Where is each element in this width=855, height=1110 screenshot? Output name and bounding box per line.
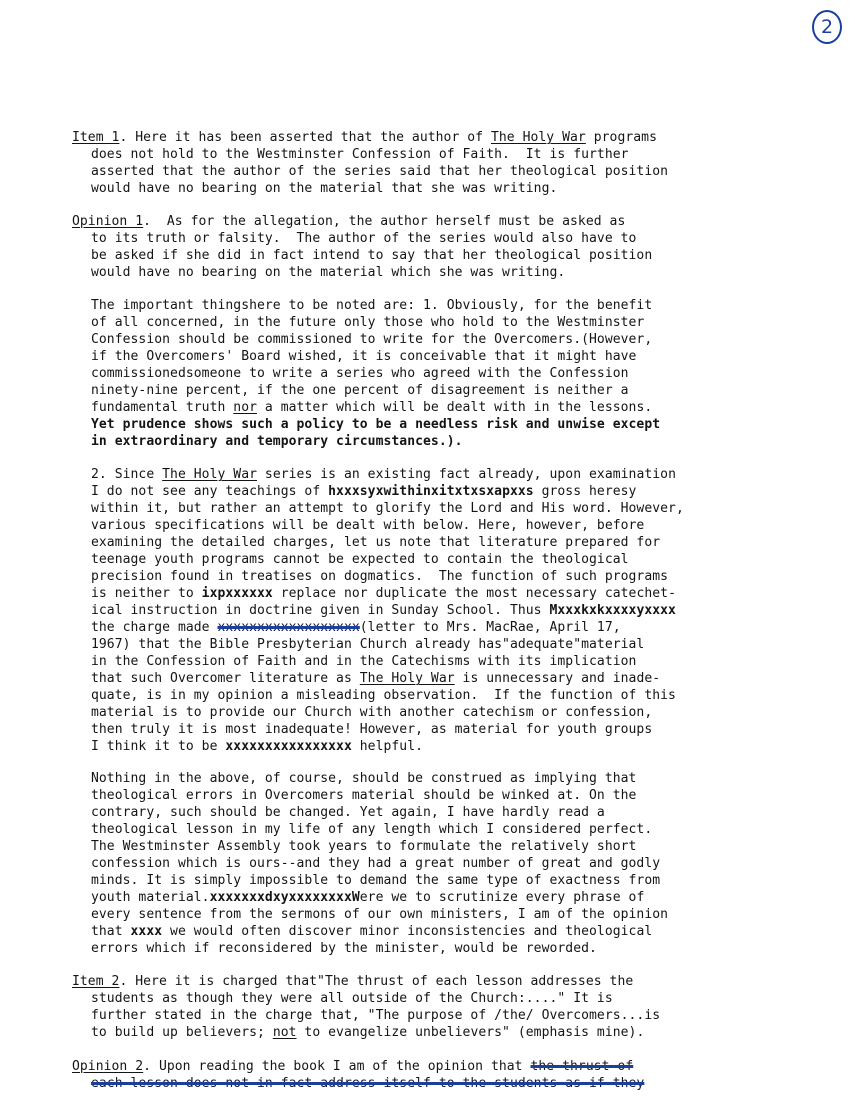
opinion1-line-4: would have no bearing on the material which she was writing.: [91, 265, 566, 280]
text: is unnecessary and inade-: [454, 671, 661, 686]
nothing-line-6: confession which is ours--and they had a great number of great and godly: [91, 856, 661, 871]
struck-text: Mxxxkxkxxxxyxxxx: [549, 603, 676, 618]
text: . Upon reading the book I am of the opinion that: [143, 1059, 531, 1074]
struck-text: xxxxxxxxxxxxxxxx: [225, 739, 352, 754]
since-line-10: [91, 619, 621, 636]
text: ere we to scrutinize every phrase of: [359, 890, 645, 905]
text: helpful.: [351, 739, 424, 754]
struck-text: the thrust of: [530, 1059, 634, 1074]
nothing-line-3: contrary, such should be changed. Yet again, I have hardly read a: [91, 805, 605, 820]
book-title: The Holy War: [490, 130, 586, 145]
struck-text: xxxx: [130, 924, 163, 939]
since-line-12: in the Confession of Faith and in the Catechisms with its implication: [91, 654, 637, 669]
text: that: [91, 924, 131, 939]
since-line-2: [91, 483, 636, 500]
since-line-8: [91, 585, 676, 602]
since-line-15: material is to provide our Church with another catechism or confession,: [91, 705, 653, 720]
since-line-7: precision found in treatises on dogmatics. The function of such programs: [91, 569, 669, 584]
text: series is an existing fact already, upon examination: [257, 467, 676, 482]
opinion1-line-2: to its truth or falsity. The author of the series would also have to: [91, 231, 637, 246]
opinion1-line-3: be asked if she did in fact intend to say that her theological position: [91, 248, 653, 263]
opinion2-line-1: [72, 1058, 633, 1075]
struck-text: ixpxxxxxx: [201, 586, 273, 601]
nothing-line-5: The Westminster Assembly took years to formulate the relatively short: [91, 839, 637, 854]
struck-text: xxxxxxxxxxxxxxxxxx: [217, 620, 360, 635]
item1-line-1: [72, 129, 657, 146]
text: a matter which will be dealt with in the lessons.: [257, 400, 653, 415]
book-title: The Holy War: [162, 467, 258, 482]
since-line-16: then truly it is most inadequate! However, as material for youth groups: [91, 722, 653, 737]
since-line-14: quate, is in my opinion a misleading observation. If the function of this: [91, 688, 676, 703]
text: 2. Since: [91, 467, 163, 482]
text: we would often discover minor inconsistencies and theological: [162, 924, 653, 939]
text: is neither to: [91, 586, 202, 601]
item2-line-4: [91, 1024, 644, 1041]
opinion2-label: Opinion 2: [72, 1059, 144, 1074]
nothing-line-2: theological errors in Overcomers material should be winked at. On the: [91, 788, 637, 803]
text: . As for the allegation, the author herself must be asked as: [143, 214, 626, 229]
text: programs: [585, 130, 657, 145]
nothing-line-7: minds. It is simply impossible to demand the same type of exactness from: [91, 873, 661, 888]
item1-label: Item 1: [72, 130, 120, 145]
text: the charge made: [91, 620, 218, 635]
important-line-6: ninety-nine percent, if the one percent of disagreement is neither a: [91, 383, 629, 398]
item2-line-1: [72, 973, 633, 990]
page-number: 2: [812, 10, 842, 44]
text: replace nor duplicate the most necessary catechet-: [272, 586, 676, 601]
text: (letter to Mrs. MacRae, April 17,: [359, 620, 621, 635]
text: that such Overcomer literature as: [91, 671, 360, 686]
important-line-4: if the Overcomers' Board wished, it is conceivable that it might have: [91, 349, 637, 364]
important-line-9: in extraordinary and temporary circumstances.).: [91, 434, 463, 449]
nothing-line-10: [91, 923, 652, 940]
nothing-line-4: theological lesson in my life of any length which I considered perfect.: [91, 822, 653, 837]
text: ical instruction in doctrine given in Sunday School. Thus: [91, 603, 550, 618]
text: I do not see any teachings of: [91, 484, 329, 499]
important-line-8: Yet prudence shows such a policy to be a needless risk and unwise except: [91, 417, 661, 432]
opinion1-line-1: [72, 213, 625, 230]
since-line-3: within it, but rather an attempt to glorify the Lord and His word. However,: [91, 501, 684, 516]
important-line-1: The important thingshere to be noted are: 1. Obviously, for the benefit: [91, 298, 653, 313]
item1-line-4: would have no bearing on the material that she was writing.: [91, 181, 558, 196]
important-line-3: Confession should be commissioned to write for the Overcomers.(However,: [91, 332, 653, 347]
item1-line-3: asserted that the author of the series said that her theological position: [91, 164, 669, 179]
emphasis-nor: nor: [233, 400, 258, 415]
item2-line-2: students as though they were all outside of the Church:...." It is: [91, 991, 613, 1006]
text: youth material.: [91, 890, 210, 905]
item2-label: Item 2: [72, 974, 120, 989]
since-line-9: [91, 602, 676, 619]
text: to evangelize unbelievers" (emphasis mine).: [296, 1025, 645, 1040]
book-title: The Holy War: [359, 671, 455, 686]
important-line-5: commissionedsomeone to write a series who agreed with the Confession: [91, 366, 629, 381]
important-line-2: of all concerned, in the future only those who hold to the Westminster: [91, 315, 645, 330]
nothing-line-8: [91, 889, 644, 906]
important-line-7: [91, 399, 652, 416]
struck-text: xxxxxxxdxyxxxxxxxxW: [209, 890, 360, 905]
text: gross heresy: [533, 484, 637, 499]
emphasis-not: not: [272, 1025, 297, 1040]
since-line-17: [91, 738, 423, 755]
text: to build up believers;: [91, 1025, 273, 1040]
since-line-6: teenage youth programs cannot be expected to contain the theological: [91, 552, 629, 567]
nothing-line-1: Nothing in the above, of course, should be construed as implying that: [91, 771, 637, 786]
since-line-5: examining the detailed charges, let us note that literature prepared for: [91, 535, 661, 550]
nothing-line-11: errors which if reconsidered by the minister, would be reworded.: [91, 941, 597, 956]
item2-line-3: further stated in the charge that, "The purpose of /the/ Overcomers...is: [91, 1008, 661, 1023]
struck-text: hxxxsyxwithinxitxtxsxapxxs: [328, 484, 534, 499]
since-line-13: [91, 670, 660, 687]
since-line-4: various specifications will be dealt with below. Here, however, before: [91, 518, 645, 533]
since-line-1: [91, 466, 676, 483]
text: I think it to be: [91, 739, 226, 754]
item1-line-2: does not hold to the Westminster Confession of Faith. It is further: [91, 147, 629, 162]
text: . Here it has been asserted that the author of: [119, 130, 491, 145]
nothing-line-9: every sentence from the sermons of our own ministers, I am of the opinion: [91, 907, 669, 922]
struck-text: each lesson does not in fact address itself to the students as if they: [91, 1076, 645, 1091]
text: . Here it is charged that"The thrust of each lesson addresses the: [119, 974, 634, 989]
since-line-11: 1967) that the Bible Presbyterian Church already has"adequate"material: [91, 637, 645, 652]
text: fundamental truth: [91, 400, 234, 415]
opinion1-label: Opinion 1: [72, 214, 144, 229]
opinion2-line-2: [91, 1075, 644, 1092]
